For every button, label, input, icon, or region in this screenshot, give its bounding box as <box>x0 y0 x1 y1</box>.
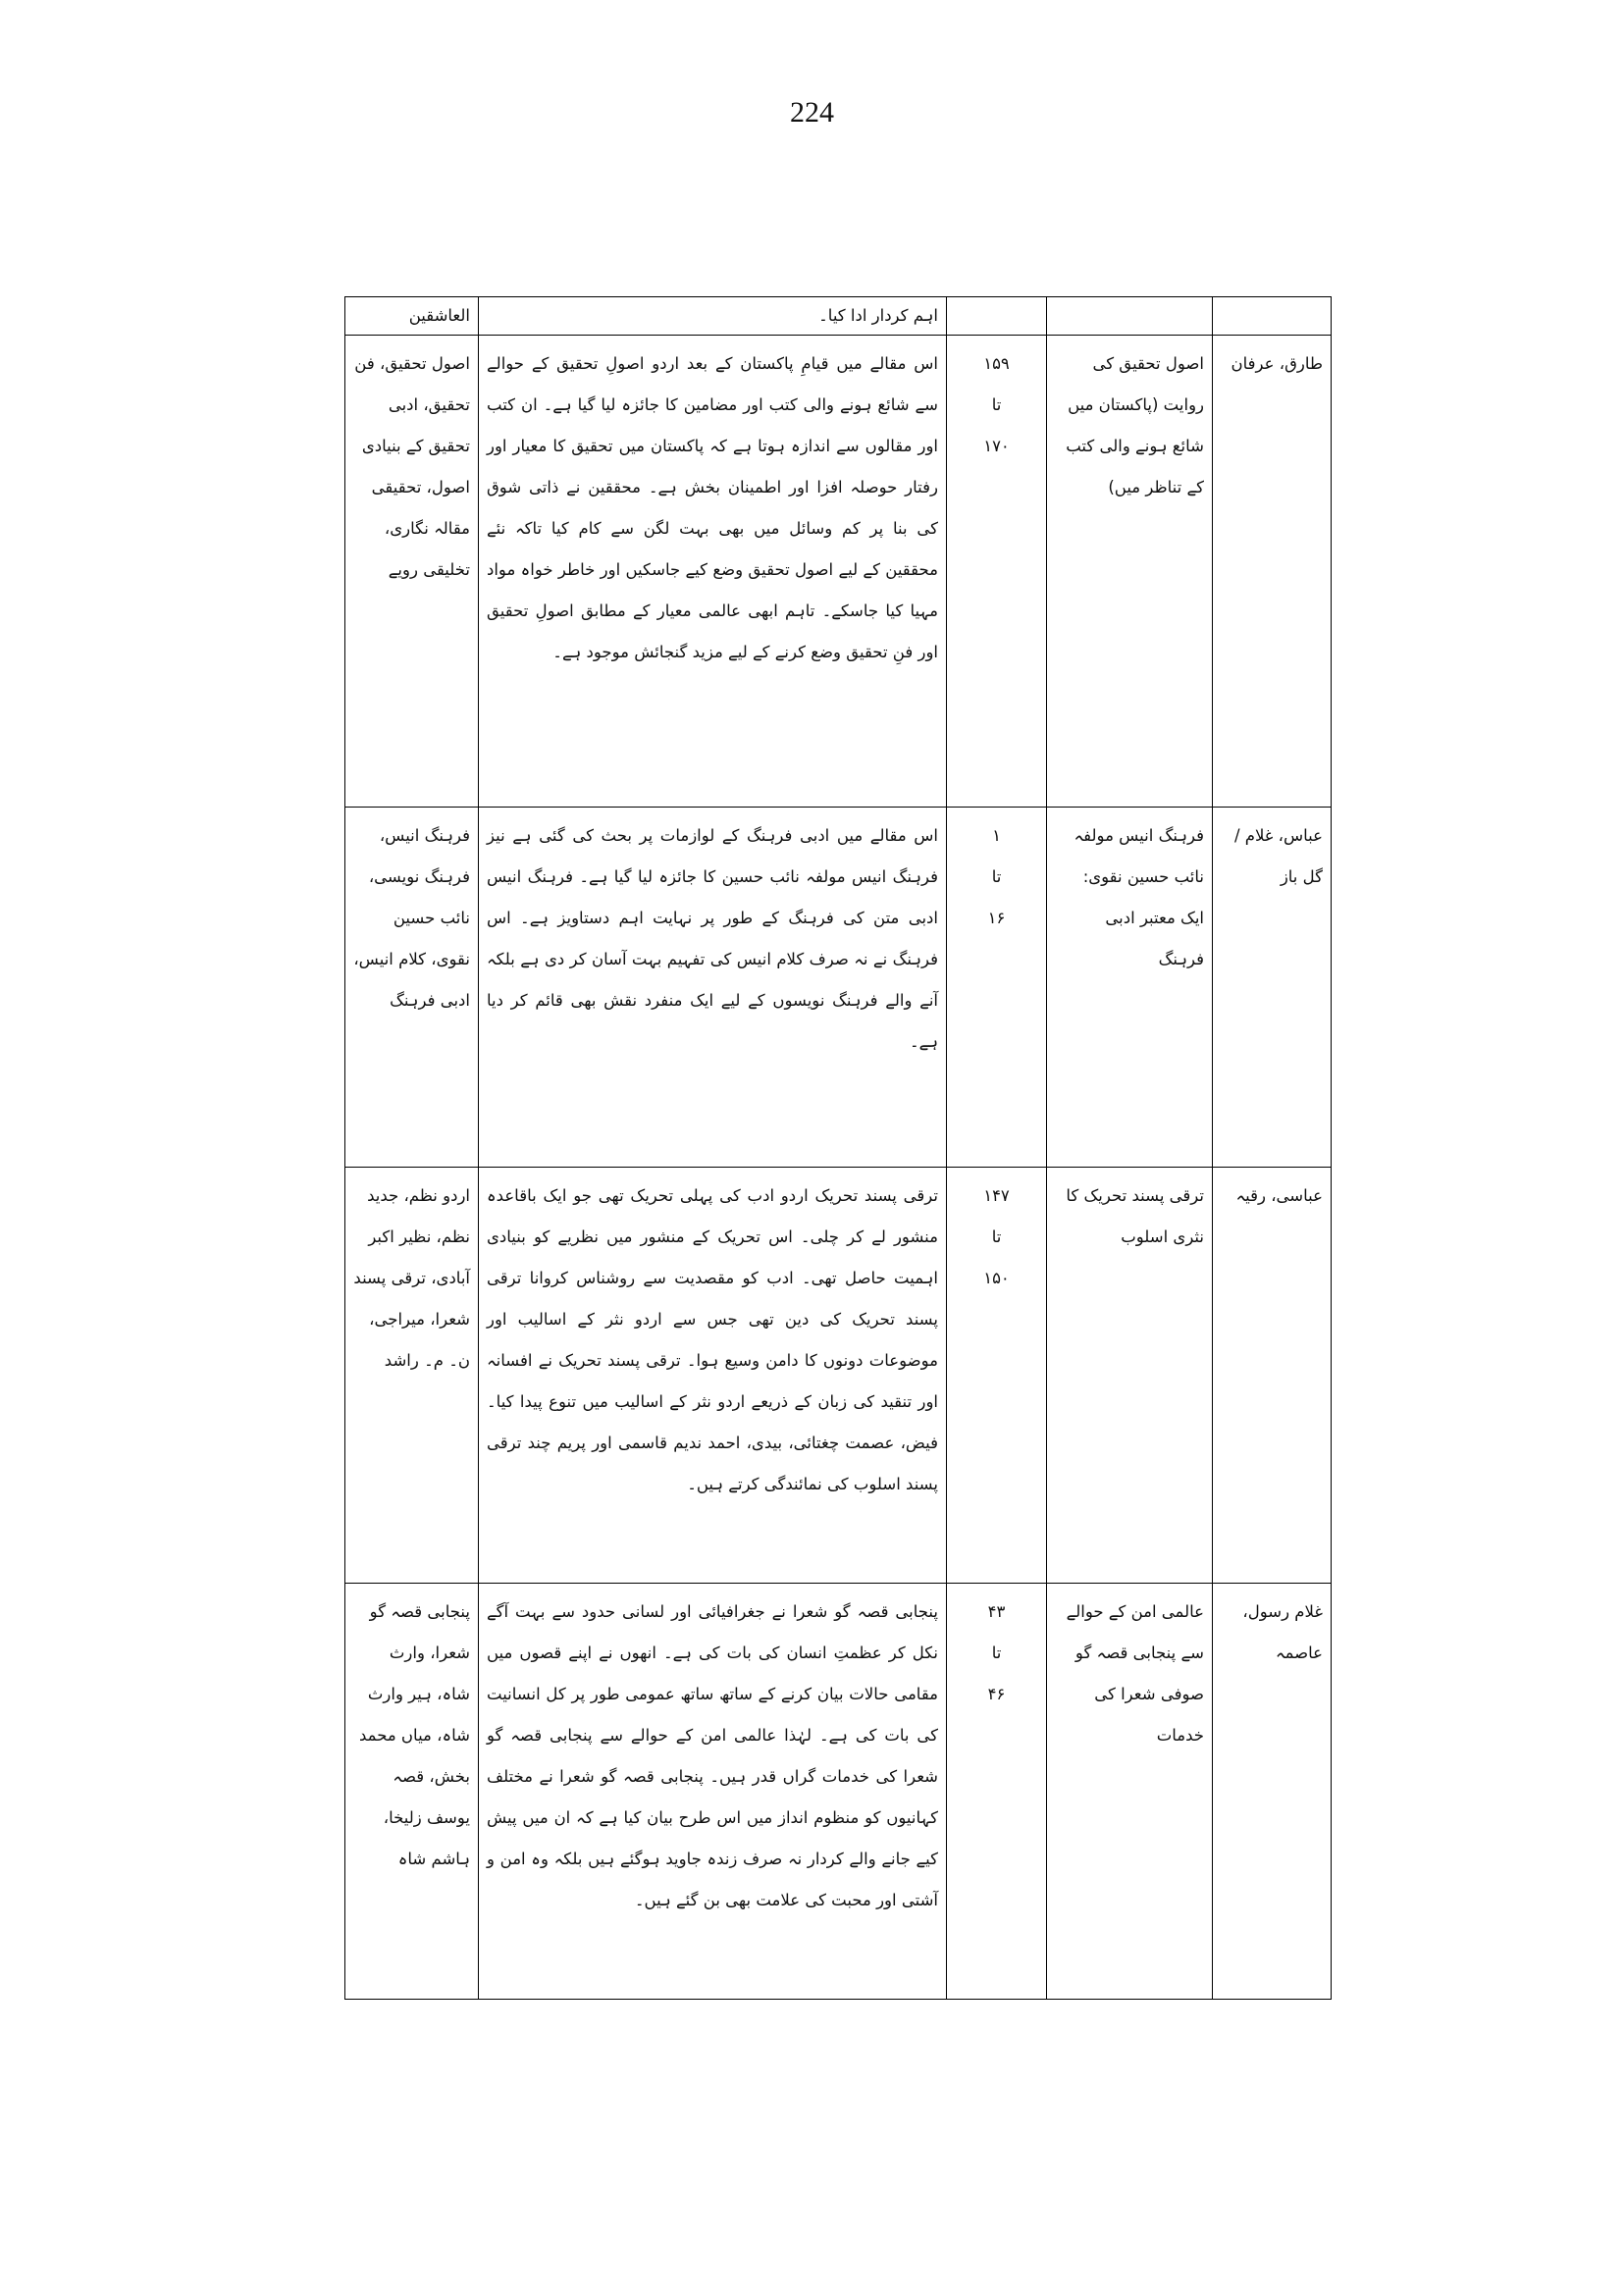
keywords-cell: اردو نظم، جدید نظم، نظیر اکبر آبادی، ترقی پسند شعرا، میراجی، ن۔ م۔ راشد <box>345 1168 479 1584</box>
pages-cell <box>947 1584 1047 2000</box>
table-row <box>345 1584 1332 2000</box>
keywords-cell: اصول تحقیق، فن تحقیق، ادبی تحقیق کے بنیادی اصول، تحقیقی مقالہ نگاری، تخلیقی رویے <box>345 336 479 808</box>
summary-cell: پنجابی قصہ گو شعرا نے جغرافیائی اور لسانی حدود سے بہت آگے نکل کر عظمتِ انسان کی بات کی ہے۔ انھوں نے اپنے قصوں میں مقامی حالات بیان کرنے کے ساتھ ساتھ عمومی طور پر کل انسانیت کی بات کی ہے۔ لہٰذا عالمی امن کے حوالے سے پنجابی قصہ گو شعرا کی خدمات گراں قدر ہیں۔ پنجابی قصہ گو شعرا نے مختلف کہانیوں کو منظوم انداز میں اس طرح بیان کیا ہے کہ ان میں پیش کیے جانے والے کردار نہ صرف زندہ جاوید ہوگئے ہیں بلکہ وہ امن و آشتی اور محبت کی علامت بھی بن گئے ہیں۔ <box>479 1584 947 2000</box>
title-cell: فرہنگ انیس مولفہ نائب حسین نقوی: ایک معتبر ادبی فرہنگ <box>1047 808 1213 1168</box>
page-end: ۱۷۰ <box>983 437 1010 455</box>
author-cell: عباسی، رقیہ <box>1213 1168 1332 1584</box>
author-cell: طارق، عرفان <box>1213 336 1332 808</box>
table-row <box>345 1168 1332 1584</box>
page-range-separator: تا <box>991 1643 1002 1662</box>
page-end: ۱۶ <box>987 909 1006 927</box>
author-cell: غلام رسول، عاصمہ <box>1213 1584 1332 2000</box>
pages-cell <box>947 1168 1047 1584</box>
page-end: ۴۶ <box>987 1685 1006 1703</box>
page-range-separator: تا <box>991 867 1002 886</box>
summary-cell: ترقی پسند تحریک اردو ادب کی پہلی تحریک تھی جو ایک باقاعدہ منشور لے کر چلی۔ اس تحریک کے منشور میں نظریے کو بنیادی اہمیت حاصل تھی۔ ادب کو مقصدیت سے روشناس کروانا ترقی پسند تحریک کی دین تھی جس سے اردو نثر کے اسالیب اور موضوعات دونوں کا دامن وسیع ہوا۔ ترقی پسند تحریک نے افسانہ اور تنقید کی زبان کے ذریعے اردو نثر کے اسالیب میں تنوع پیدا کیا۔ فیض، عصمت چغتائی، بیدی، احمد ندیم قاسمی اور پریم چند ترقی پسند اسلوب کی نمائندگی کرتے ہیں۔ <box>479 1168 947 1584</box>
title-cell <box>1047 297 1213 336</box>
title-cell: اصول تحقیق کی روایت (پاکستان میں شائع ہونے والی کتب کے تناظر میں) <box>1047 336 1213 808</box>
table-row <box>345 297 1332 336</box>
keywords-cell: فرہنگ انیس، فرہنگ نویسی، نائب حسین نقوی، کلام انیس، ادبی فرہنگ <box>345 808 479 1168</box>
page-range-separator: تا <box>991 1227 1002 1246</box>
table-row <box>345 336 1332 808</box>
title-cell: عالمی امن کے حوالے سے پنجابی قصہ گو صوفی شعرا کی خدمات <box>1047 1584 1213 2000</box>
keywords-cell: العاشقین <box>345 297 479 336</box>
page-start: ۱۴۷ <box>983 1186 1010 1205</box>
summary-cell: اہم کردار ادا کیا۔ <box>479 297 947 336</box>
author-cell <box>1213 297 1332 336</box>
table-row <box>345 808 1332 1168</box>
pages-cell <box>947 297 1047 336</box>
page-end: ۱۵۰ <box>983 1269 1010 1287</box>
summary-cell: اس مقالے میں قیامِ پاکستان کے بعد اردو اصولِ تحقیق کے حوالے سے شائع ہونے والی کتب اور مضامین کا جائزہ لیا گیا ہے۔ ان کتب اور مقالوں سے اندازہ ہوتا ہے کہ پاکستان میں تحقیق کا معیار اور رفتار حوصلہ افزا اور اطمینان بخش ہے۔ محققین نے ذاتی شوق کی بنا پر کم وسائل میں بھی بہت لگن سے کام کیا تاکہ نئے محققین کے لیے اصول تحقیق وضع کیے جاسکیں اور خاطر خواہ مواد مہیا کیا جاسکے۔ تاہم ابھی عالمی معیار کے مطابق اصولِ تحقیق اور فنِ تحقیق وضع کرنے کے لیے مزید گنجائش موجود ہے۔ <box>479 336 947 808</box>
page-start: ۴۳ <box>987 1602 1006 1621</box>
author-cell: عباس، غلام / گل باز <box>1213 808 1332 1168</box>
pages-cell <box>947 336 1047 808</box>
page-number: 224 <box>790 96 834 129</box>
title-cell: ترقی پسند تحریک کا نثری اسلوب <box>1047 1168 1213 1584</box>
article-index-table <box>344 296 1332 2000</box>
keywords-cell: پنجابی قصہ گو شعرا، وارث شاہ، ہیر وارث شاہ، میاں محمد بخش، قصہ یوسف زلیخا، ہاشم شاہ <box>345 1584 479 2000</box>
page-range-separator: تا <box>991 395 1002 414</box>
page-start: ۱۵۹ <box>983 354 1010 373</box>
page-start: ۱ <box>992 826 1001 845</box>
pages-cell <box>947 808 1047 1168</box>
summary-cell: اس مقالے میں ادبی فرہنگ کے لوازمات پر بحث کی گئی ہے نیز فرہنگ انیس مولفہ نائب حسین کا جائزہ لیا گیا ہے۔ فرہنگ انیس ادبی متن کی فرہنگ کے طور پر نہایت اہم دستاویز ہے۔ اس فرہنگ نے نہ صرف کلام انیس کی تفہیم بہت آسان کر دی ہے بلکہ آنے والے فرہنگ نویسوں کے لیے ایک منفرد نقش بھی قائم کر دیا ہے۔ <box>479 808 947 1168</box>
